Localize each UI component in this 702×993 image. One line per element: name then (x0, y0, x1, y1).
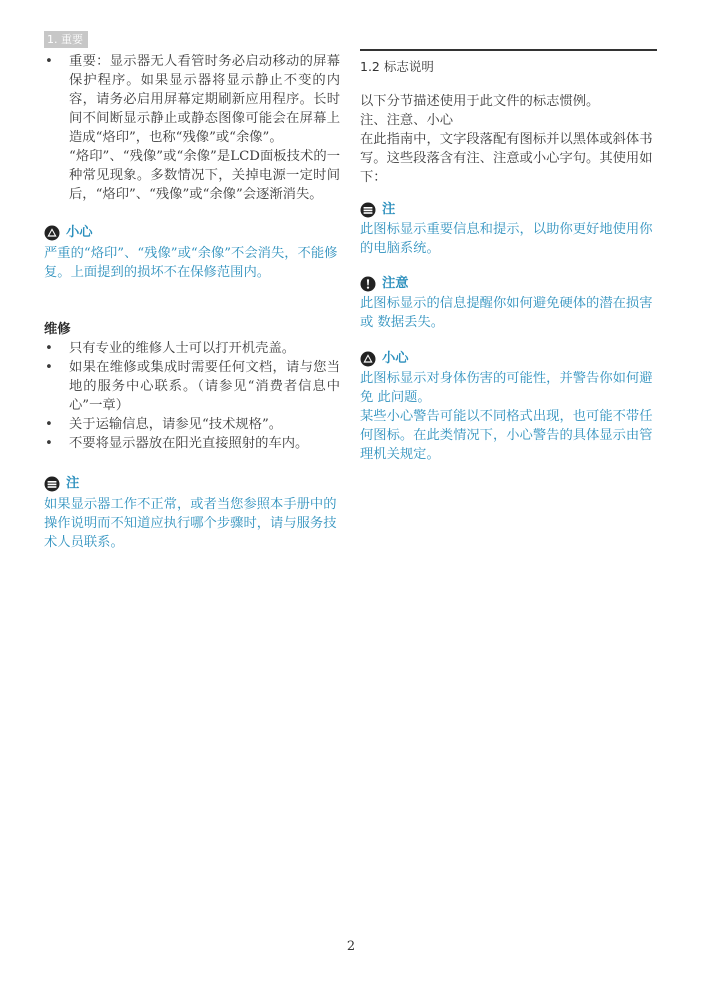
note-text: 如果显示器工作不正常，或者当您参照本手册中的操作说明而不知道应执行哪个步骤时，请与服务技术人员联系。 (44, 497, 337, 550)
list-item (44, 52, 340, 147)
caution-text-2: 某些小心警告可能以不同格式出现，也可能不带任何图标。在此类情况下，小心警告的具体显示由管理机关规定。 (360, 409, 653, 462)
caution-icon (44, 225, 60, 241)
caution-label: 小心 (66, 225, 93, 240)
important-label: 注意 (382, 276, 409, 291)
intro-line-1: 以下分节描述使用于此文件的标志惯例。 (360, 94, 600, 109)
note-label: 注 (382, 202, 396, 217)
caution-label: 小心 (382, 351, 409, 366)
important-text: 此图标显示的信息提醒你如何避免硬体的潜在损害或 数据丢失。 (360, 296, 653, 330)
note-icon (360, 202, 376, 218)
list-item: • 关于运输信息，请参见“技术规格”。 (44, 415, 340, 434)
important-list (44, 52, 340, 147)
section-tab: 1. 重要 (44, 31, 88, 48)
intro-line-2: 注、注意、小心 (360, 113, 454, 128)
note-heading (360, 201, 657, 219)
caution-text: 严重的“烙印”、“残像”或“余像”不会消失，不能修复。上面提到的损坏不在保修范围内。 (44, 246, 338, 280)
image-retention-paragraph: “烙印”、“残像”或“余像”是LCD面板技术的一种常见现象。多数情况下，关掉电源一定时间后，“烙印”、“残像”或“余像”会逐渐消失。 (69, 149, 340, 202)
intro-line-3: 在此指南中，文字段落配有图标并以黑体或斜体书写。这些段落含有注、注意或小心字句。其使用如下： (360, 132, 653, 185)
note-heading (44, 475, 340, 493)
list-item: • 不要将显示器放在阳光直接照射的车内。 (44, 434, 340, 453)
maintenance-list (44, 339, 340, 453)
list-item: • 如果在维修或集成时需要任何文档，请与您当地的服务中心联系。（请参见“消费者信息中心”一章） (44, 358, 340, 415)
right-column (360, 49, 657, 464)
caution-heading (360, 350, 657, 368)
caution-icon (360, 351, 376, 367)
list-item: • 只有专业的维修人士可以打开机壳盖。 (44, 339, 340, 358)
page-number: 2 (346, 939, 356, 954)
note-text: 此图标显示重要信息和提示，以助你更好地使用你 的电脑系统。 (360, 222, 653, 256)
note-icon (44, 476, 60, 492)
caution-text-1: 此图标显示对身体伤害的可能性，并警告你如何避免 此问题。 (360, 371, 653, 405)
important-heading (360, 275, 657, 293)
section-title: 1.2 标志说明 (360, 59, 434, 74)
section-rule (360, 49, 657, 51)
caution-heading (44, 224, 340, 242)
screensaver-paragraph: 重要：显示器无人看管时务必启动移动的屏幕保护程序。如果显示器将显示静止不变的内容，请务必启用屏幕定期刷新应用程序。长时间不间断显示静止或静态图像可能会在屏幕上造成“烙印”，也称“残像”或“余像”。 (69, 54, 340, 145)
left-column (44, 52, 340, 552)
maintenance-title: 维修 (44, 322, 71, 337)
exclamation-icon (360, 276, 376, 292)
note-label: 注 (66, 476, 80, 491)
